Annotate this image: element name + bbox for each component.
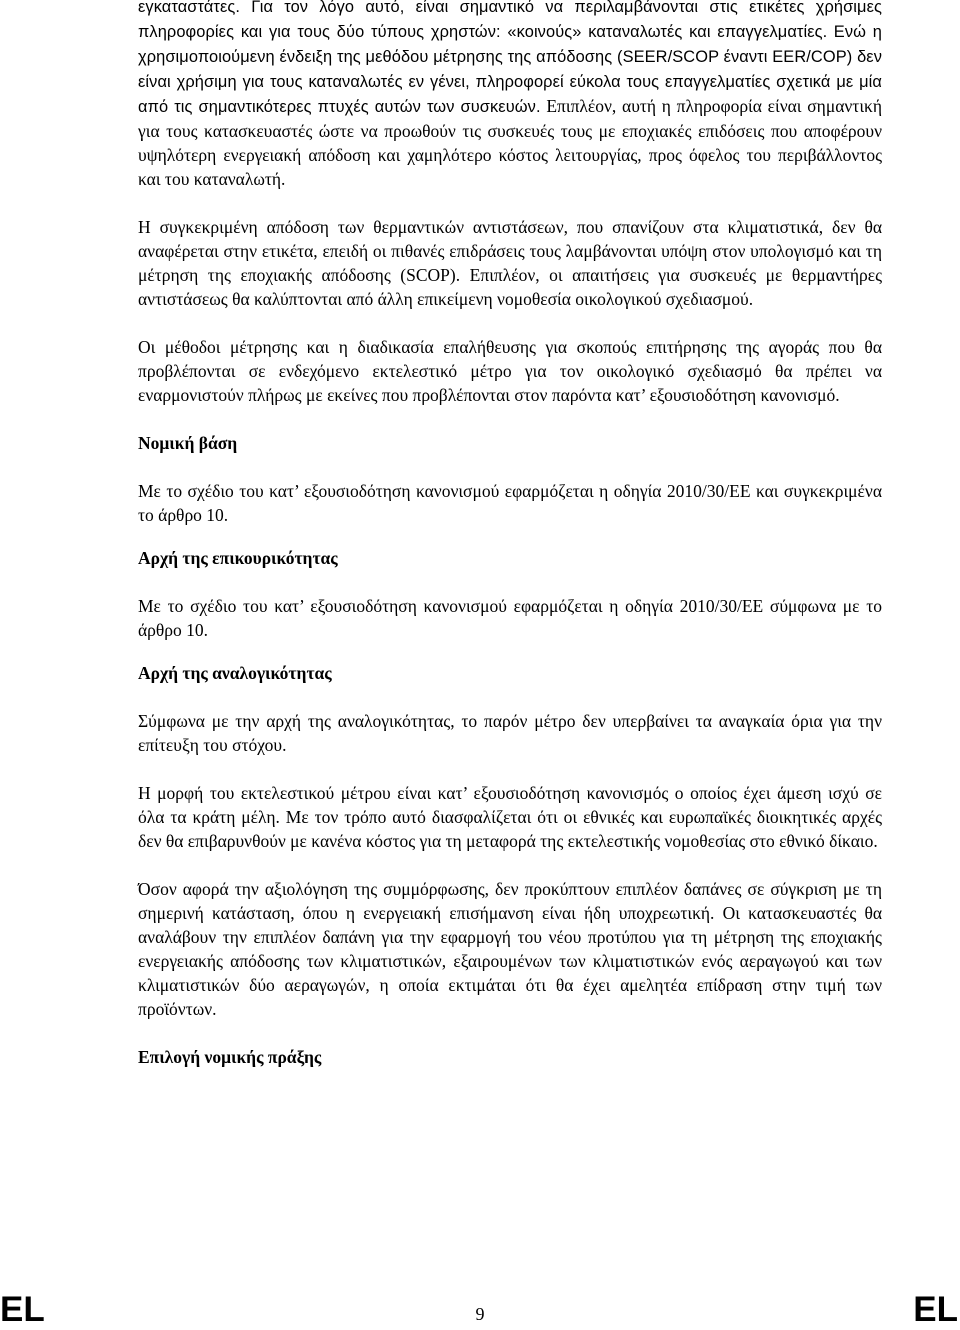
footer-language-right: EL [913,1290,958,1329]
paragraph-measurement-methods: Οι μέθοδοι μέτρησης και η διαδικασία επαλήθευσης για σκοπούς επιτήρησης της αγοράς που θα προβλέπονται σε ενδεχόμενο εκτελεστικό μέτρο για τον οικολογικό σχεδιασμό θα πρέπει να εναρμονιστούν πλήρως με εκείνες που προβλέπονται στον παρόντα κατ’ εξουσιοδότηση κανονισμό. [138,337,882,405]
heading-subsidiarity: Αρχή της επικουρικότητας [138,548,338,568]
paragraph-intro-text-serif: Επιπλέον, αυτή η πληροφορία είναι σημαντική για τους κατασκευαστές ώστε να προωθούν τις συσκευές τους με εποχιακές επιδόσεις που αποφέρουν υψηλότερη ενεργειακή απόδοση και χαμηλότερο κόστος λειτουργίας, προς όφελος του περιβάλλοντος και του καταναλωτή. [138,96,883,189]
paragraph-legal-basis: Με το σχέδιο του κατ’ εξουσιοδότηση κανονισμού εφαρμόζεται η οδηγία 2010/30/ΕΕ και συγκεκριμένα το άρθρο 10. [138,481,882,525]
heading-proportionality: Αρχή της αναλογικότητας [138,663,332,683]
page-number: 9 [475,1304,485,1324]
footer-language-left: EL [0,1290,45,1329]
paragraph-proportionality-3: Όσον αφορά την αξιολόγηση της συμμόρφωσης, δεν προκύπτουν επιπλέον δαπάνες σε σύγκριση με τη σημερινή κατάσταση, όπου η ενεργειακή επισήμανση είναι ήδη υποχρεωτική. Οι κατασκευαστές θα αναλάβουν την επιπλέον δαπάνη για την εφαρμογή του νέου προτύπου για τη μέτρηση της εποχιακής ενεργειακής απόδοσης των κλιματιστικών, εξαιρουμένων των κλιματιστικών ενός αεραγωγού και των κλιματιστικών δύο αεραγωγών, η οποία εκτιμάται ότι θα έχει αμελητέα επίδραση στην τιμή των προϊόντων. [138,879,882,1019]
paragraph-intro [138,0,882,191]
paragraph-intro-text: εγκαταστάτες. Για τον λόγο αυτό, είναι σημαντικό να περιλαμβάνονται στις ετικέτες χρήσιμες πληροφορίες και για τους δύο τύπους χρηστών: «κοινούς» καταναλωτές και επαγγελματίες. [138,0,882,41]
paragraph-heating-resistors: Η συγκεκριμένη απόδοση των θερμαντικών αντιστάσεων, που σπανίζουν στα κλιματιστικά, δεν θα αναφέρεται στην ετικέτα, επειδή οι πιθανές επιδράσεις τους λαμβάνονται υπόψη στον υπολογισμό και τη μέτρηση της εποχιακής απόδοσης (SCOP). Επιπλέον, οι απαιτήσεις για συσκευές με θερμαντήρες αντιστάσεως θα καλύπτονται από άλλη επικείμενη νομοθεσία οικολογικού σχεδιασμού. [138,217,882,309]
paragraph-proportionality-1: Σύμφωνα με την αρχή της αναλογικότητας, το παρόν μέτρο δεν υπερβαίνει τα αναγκαία όρια για την επίτευξη του στόχου. [138,711,882,755]
paragraph-proportionality-2: Η μορφή του εκτελεστικού μέτρου είναι κατ’ εξουσιοδότηση κανονισμός ο οποίος έχει άμεση ισχύ σε όλα τα κράτη μέλη. Με τον τρόπο αυτό διασφαλίζεται ότι οι εθνικές και ευρωπαϊκές διοικητικές αρχές δεν θα επιβαρυνθούν με κανένα κόστος για τη μεταφορά της εκτελεστικής νομοθεσίας στο εθνικό δίκαιο. [138,783,882,851]
heading-legal-basis: Νομική βάση [138,433,238,453]
heading-choice-of-instrument: Επιλογή νομικής πράξης [138,1047,322,1067]
paragraph-subsidiarity: Με το σχέδιο του κατ’ εξουσιοδότηση κανονισμού εφαρμόζεται η οδηγία 2010/30/ΕΕ σύμφωνα με το άρθρο 10. [138,596,882,640]
document-body [138,0,882,1069]
paragraph-intro-text-cont: Ενώ η χρησιμοποιούμενη ένδειξη της μεθόδου μέτρησης της απόδοσης (SEER/SCOP έναντι EER/COP) δεν είναι χρήσιμη για τους καταναλωτές εν γένει, πληροφορεί εύκολα τους επαγγελματίες σχετικά με μία από τις σημαντικότερες πτυχές αυτών των συσκευών. [138,23,882,116]
